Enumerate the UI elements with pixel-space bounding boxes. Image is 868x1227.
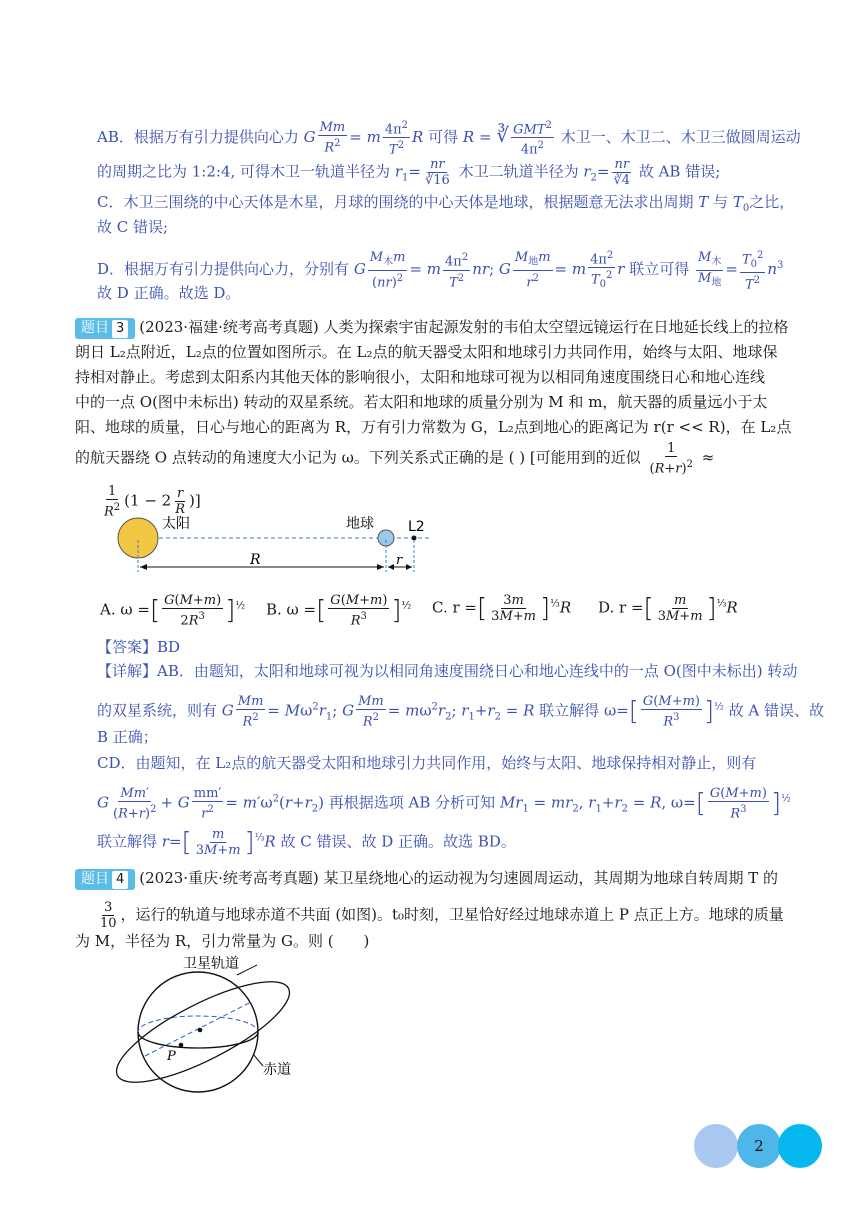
- page-number: 2: [754, 1137, 764, 1155]
- solution-c-line1: C．木卫三围绕的中心天体是木星，月球的围绕的中心天体是地球，根据题意无法求出周期 T 与 $T_0$之比，: [97, 193, 795, 214]
- q3-detail1: 【详解】AB．由题知，太阳和地球可视为以相同角速度围绕日心和地心连线中的一点 O(图中未标出) 转动: [97, 662, 798, 680]
- option-c[interactable]: C. r =[ $\frac{3m}{3M+m}$ ]$^{\frac{1}{3}}$R: [432, 593, 572, 624]
- q3-answer: 【答案】BD: [97, 638, 181, 656]
- q3-detail5: G $\frac{Mm'}{(R+r)^2}$ + G $\frac{mm'}{r^2}$ = $m'\omega^2(r+r_2)$ 再根据选项 AB 分析可知 $Mr_1 = mr_2$, $r_1+r_2 = R$, ω=[ $\frac{G(M+m)}{R^3}$ ]$^{\frac{1}{2}}$: [97, 786, 791, 822]
- sun-earth-l2-diagram: [100, 510, 440, 595]
- earth-icon: [378, 530, 394, 546]
- l2-point-icon: [412, 536, 417, 541]
- q3-detail6: 联立解得 r=[ $\frac{m}{3M+m}$ ]$^{\frac{1}{3}}$R 故 C 错误、故 D 正确。故选 BD。: [97, 827, 516, 858]
- label-r: r: [396, 553, 403, 568]
- label-earth: 地球: [346, 516, 374, 532]
- label-orbit: 卫星轨道: [183, 956, 239, 972]
- satellite-orbit-diagram: [105, 950, 305, 1100]
- label-R: R: [250, 552, 261, 568]
- solution-ab-line1: AB．根据万有引力提供向心力 G $\frac{Mm}{R^2}$ = m $\frac{4\pi^2}{T^2}$ R 可得 R = ∛ $\frac{GMT^2}{4\pi^2}$ 木卫一、木卫二、木卫三做圆周运动: [97, 120, 801, 158]
- solution-d-line2: 故 D 正确。故选 D。: [97, 284, 241, 302]
- q3-line4: 中的一点 O(图中未标出) 转动的双星系统。若太阳和地球的质量分别为 M 和 m，航天器的质量远小于太: [75, 393, 768, 411]
- solution-d-line1: D．根据万有引力提供向心力，分别有 G $\frac{M_木m}{(nr)^2}$ = m $\frac{4\pi^2}{T^2}$ nr; G $\frac{M_地m}{r^2}$ = m $\frac{4\pi^2}{T_0^2}$ r 联立可得 $\frac{M_木}{M_地}$ = $\frac{T_0^2}{T^2}$ $n^3$: [97, 250, 784, 293]
- label-p: P: [167, 1049, 176, 1064]
- q3-line2: 朗日 L₂点附近，L₂点的位置如图所示。在 L₂点的航天器受太阳和地球引力共同作用，始终与太阳、地球保: [75, 343, 778, 361]
- option-d[interactable]: D. r =[ $\frac{m}{3M+m}$ ]$^{\frac{1}{3}}$R: [598, 593, 738, 624]
- question-tag: 题目 3: [75, 318, 135, 339]
- label-l2: L2: [408, 519, 425, 535]
- q4-line1: 题目 4 (2023·重庆·统考高考真题) 某卫星绕地心的运动视为匀速圆周运动，其周期为地球自转周期 T 的: [75, 867, 778, 890]
- q3-line1: 题目 3 (2023·福建·统考高考真题) 人类为探索宇宙起源发射的韦伯太空望远镜运行在日地延长线上的拉格: [75, 316, 788, 339]
- point-p-icon: [179, 1043, 184, 1048]
- question-tag: 题目 4: [75, 869, 135, 890]
- q3-line3: 持相对静止。考虑到太阳系内其他天体的影响很小，太阳和地球可视为以相同角速度围绕日心和地心连线: [75, 368, 766, 386]
- solution-ab-line2: 的周期之比为 1:2:4, 可得木卫一轨道半径为 $r_1=$ $\frac{nr}{∛16}$ 木卫二轨道半径为 $r_2=$ $\frac{nr}{∛4}$ 故 AB 错误;: [97, 157, 721, 188]
- satellite-orbit-ellipse: [105, 963, 301, 1100]
- option-a[interactable]: A. ω =[ $\frac{G(M+m)}{2R^3}$ ]$^{\frac{1}{2}}$: [100, 593, 246, 629]
- q3-detail3: B 正确；: [97, 728, 158, 746]
- q3-detail2: 的双星系统，则有 G $\frac{Mm}{R^2}$ = $M\omega^2r_1$; G $\frac{Mm}{R^2}$ = $m\omega^2r_2$; $r_1+r_2 = R$ 联立解得 ω=[ $\frac{G(M+m)}{R^3}$ ]$^{\frac{1}{2}}$ 故 A 错误、故: [97, 694, 825, 730]
- label-equator: 赤道: [263, 1062, 291, 1078]
- option-b[interactable]: B. ω =[ $\frac{G(M+m)}{R^3}$ ]$^{\frac{1}{2}}$: [266, 593, 412, 629]
- q4-line3: 为 M，半径为 R，引力常量为 G。则 ( ): [75, 932, 370, 950]
- solution-c-line2: 故 C 错误;: [97, 218, 169, 236]
- q3-approx-line: $\frac{1}{R^2}$ (1 − 2 $\frac{r}{R}$ )]: [104, 484, 201, 520]
- q4-line2: $\frac{3}{10}$ ，运行的轨道与地球赤道不共面 (如图)。t₀时刻，卫星恰好经过地球赤道上 P 点正上方。地球的质量: [100, 900, 784, 931]
- earth-globe-icon: [138, 972, 258, 1092]
- q3-line5: 阳、地球的质量，日心与地心的距离为 R，万有引力常数为 G，L₂点到地心的距离记为 r(r << R)，在 L₂点: [75, 418, 792, 436]
- label-sun: 太阳: [162, 516, 190, 532]
- q3-line6: 的航天器绕 O 点转动的角速度大小记为 ω。下列关系式正确的是 ( ) [可能用到的近似 $\frac{1}{(R+r)^2}$ ≈: [75, 441, 715, 477]
- page-number-badge: [694, 1124, 824, 1168]
- q3-detail4: CD．由题知，在 L₂点的航天器受太阳和地球引力共同作用，始终与太阳、地球保持相对静止，则有: [97, 754, 757, 772]
